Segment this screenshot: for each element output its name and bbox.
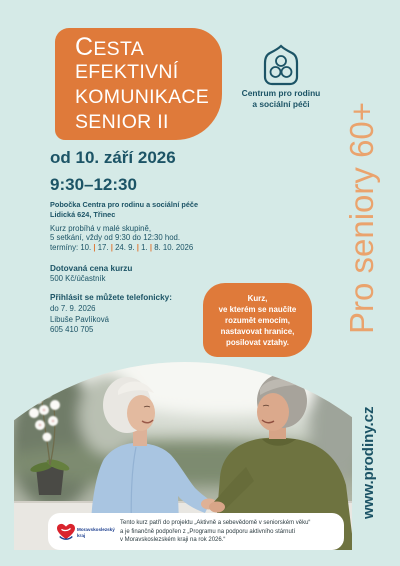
funding-note: [120, 519, 310, 545]
course-dates: [50, 243, 193, 253]
bubble-line: nastavovat hranice,: [220, 326, 295, 336]
target-group-tagline: Pro seniory 60+: [343, 101, 380, 335]
funding-note-line: a je finančně podpořen z „Programu na podporu aktivního stárnutí: [120, 528, 296, 535]
venue-address: Lidická 624, Třinec: [50, 210, 116, 219]
price-label: Dotovaná cena kurzu: [50, 264, 133, 273]
price-value: 500 Kč/účastník: [50, 274, 106, 283]
region-logo-text-line: kraj: [77, 533, 86, 538]
course-date: 8. 10. 2026: [154, 243, 194, 252]
date-separator: |: [149, 243, 153, 252]
region-logo-text-line: Moravskoslezský: [77, 527, 115, 532]
course-date: 24. 9.: [115, 243, 135, 252]
bubble-line: rozumět emocím,: [225, 315, 290, 325]
course-info-line: Kurz probíhá v malé skupině,: [50, 224, 151, 233]
date-separator: |: [136, 243, 139, 252]
organization-name-line: a sociální péči: [252, 98, 310, 109]
funding-note-line: v Moravskoslezském kraji na rok 2026.“: [120, 537, 226, 544]
course-date: 10.: [80, 243, 92, 252]
bubble-line: ve kterém se naučíte: [218, 304, 297, 314]
bubble-line: Kurz,: [247, 293, 268, 303]
course-benefits-bubble: [203, 283, 312, 357]
date-separator: |: [93, 243, 96, 252]
bubble-line: posilovat vztahy.: [226, 337, 289, 347]
course-title-line: EFEKTIVNÍ: [75, 61, 179, 83]
course-title-line: SENIOR II: [75, 111, 169, 133]
contact-name: Libuše Pavlíková: [50, 315, 109, 324]
family-arch-logo-icon: [263, 44, 299, 86]
course-title: [75, 35, 220, 135]
registration-deadline: do 7. 9. 2026: [50, 304, 96, 313]
contact-phone: 605 410 705: [50, 325, 94, 334]
region-logo-text: [77, 527, 115, 539]
course-dates-label: termíny:: [50, 243, 79, 252]
registration-label: Přihlásit se můžete telefonicky:: [50, 293, 172, 302]
course-date: 1.: [141, 243, 148, 252]
course-start-date: od 10. září 2026: [50, 148, 176, 167]
course-title-line: CESTA: [75, 33, 145, 61]
course-title-line: KOMUNIKACE: [75, 86, 210, 108]
website-url: www.prodiny.cz: [360, 406, 377, 520]
organization-name-line: Centrum pro rodinu: [241, 88, 321, 98]
course-date: 17.: [97, 243, 109, 252]
date-separator: |: [110, 243, 113, 252]
course-time: 9:30–12:30: [50, 175, 137, 194]
course-info-line: 5 setkání, vždy od 9:30 do 12:30 hod.: [50, 233, 181, 242]
venue-line: Pobočka Centra pro rodinu a sociální péče: [50, 200, 199, 209]
region-heart-logo-icon: [56, 523, 76, 541]
funding-note-line: Tento kurz patří do projektu „Aktivně a sebevědomě v seniorském věku“: [120, 520, 311, 526]
organization-name: [216, 88, 346, 109]
